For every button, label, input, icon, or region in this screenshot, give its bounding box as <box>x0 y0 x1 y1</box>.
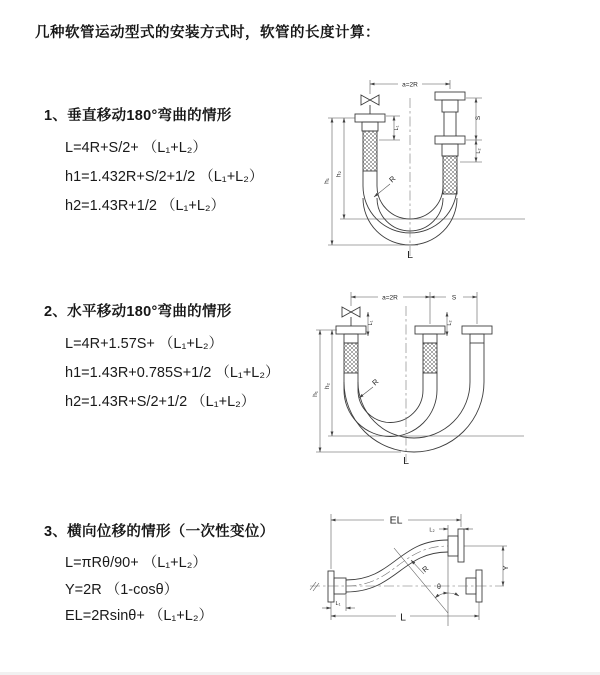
dim-label-length: L <box>407 249 413 261</box>
hose-assembly <box>310 525 504 626</box>
page-title: 几种软管运动型式的安装方式时，软管的长度计算： <box>35 25 380 41</box>
dim-label-el: EL <box>389 514 403 527</box>
dim-label-travel-s: S <box>475 115 482 121</box>
left-flange <box>328 571 346 602</box>
middle-flange <box>415 326 445 343</box>
formula-h1: h1=1.43R+0.785S+1/2 （L₁+L₂） <box>65 365 280 381</box>
left-braid-section <box>363 131 377 171</box>
section-horizontal-movement <box>44 300 324 417</box>
section-1-heading: 1、垂直移动180°弯曲的情形 <box>44 108 232 124</box>
dim-label-radius: R <box>387 173 398 185</box>
upper-right-flange <box>448 529 464 562</box>
dim-label-y: Y <box>501 565 510 571</box>
section-3-heading: 3、横向位移的情形（一次性变位） <box>44 524 275 540</box>
dim-label-h1: h₁ <box>312 391 319 397</box>
section-lateral-displacement <box>44 520 324 630</box>
formula-h1: h1=1.432R+S/2+1/2 （L₁+L₂） <box>65 169 264 185</box>
left-flange <box>336 326 366 343</box>
right-flange-upper <box>435 92 465 136</box>
diagram-lateral-displacement <box>298 498 548 660</box>
hose-assembly <box>336 306 492 462</box>
valve-icon <box>361 95 379 114</box>
dim-label-h2: h₂ <box>324 382 331 390</box>
dimension-lines <box>322 514 507 620</box>
hose-assembly <box>355 92 465 256</box>
valve-icon <box>342 307 360 326</box>
dim-label-fitting-mid: L₂ <box>447 320 453 326</box>
dimension-lines <box>328 80 525 245</box>
dim-label-length: L <box>400 611 406 624</box>
dim-label-theta: θ <box>437 584 441 591</box>
section-2-formulas <box>65 330 324 417</box>
dim-label-span: a=2R <box>382 294 398 302</box>
hose-u-curves <box>344 343 484 452</box>
left-flange <box>355 114 385 131</box>
formula-h2: h2=1.43R+S/2+1/2 （L₁+L₂） <box>65 394 256 410</box>
dim-label-fitting-right: L₂ <box>476 148 482 154</box>
dim-label-radius: R <box>420 563 431 575</box>
dim-label-fitting-left: L₁ <box>368 320 374 326</box>
dim-label-fitting-left: L₁ <box>394 125 400 131</box>
left-braid-section <box>344 343 358 373</box>
section-3-formulas <box>65 550 324 630</box>
section-2-heading: 2、水平移动180°弯曲的情形 <box>44 304 232 320</box>
dim-label-h1: h₁ <box>323 178 331 184</box>
section-vertical-movement <box>44 104 324 221</box>
right-flange-moved <box>462 326 492 343</box>
formula-y: Y=2R （1-cosθ） <box>65 581 179 598</box>
section-1-formulas <box>65 134 324 221</box>
middle-braid-section <box>423 343 437 373</box>
dim-label-fitting-right: L₂ <box>429 527 435 534</box>
dim-label-length: L <box>403 455 409 467</box>
formula-length: L=4R+S/2+ （L₁+L₂） <box>65 140 207 156</box>
formula-length: L=πRθ/90+ （L₁+L₂） <box>65 555 207 571</box>
break-mark <box>310 582 319 591</box>
right-braid-section <box>443 156 457 194</box>
dim-label-radius: R <box>370 376 381 388</box>
dim-label-travel-s: S <box>451 294 457 302</box>
dim-label-h2: h₂ <box>335 170 343 178</box>
right-flange-lower <box>435 136 465 156</box>
formula-length: L=4R+1.57S+ （L₁+L₂） <box>65 336 224 352</box>
dim-label-span: a=2R <box>402 81 418 89</box>
diagram-horizontal-180-bend <box>306 282 538 470</box>
diagram-vertical-180-bend <box>315 70 530 262</box>
formula-h2: h2=1.43R+1/2 （L₁+L₂） <box>65 198 226 214</box>
dim-label-fitting-left: L₁ <box>335 601 341 607</box>
formula-el: EL=2Rsinθ+ （L₁+L₂） <box>65 608 213 624</box>
